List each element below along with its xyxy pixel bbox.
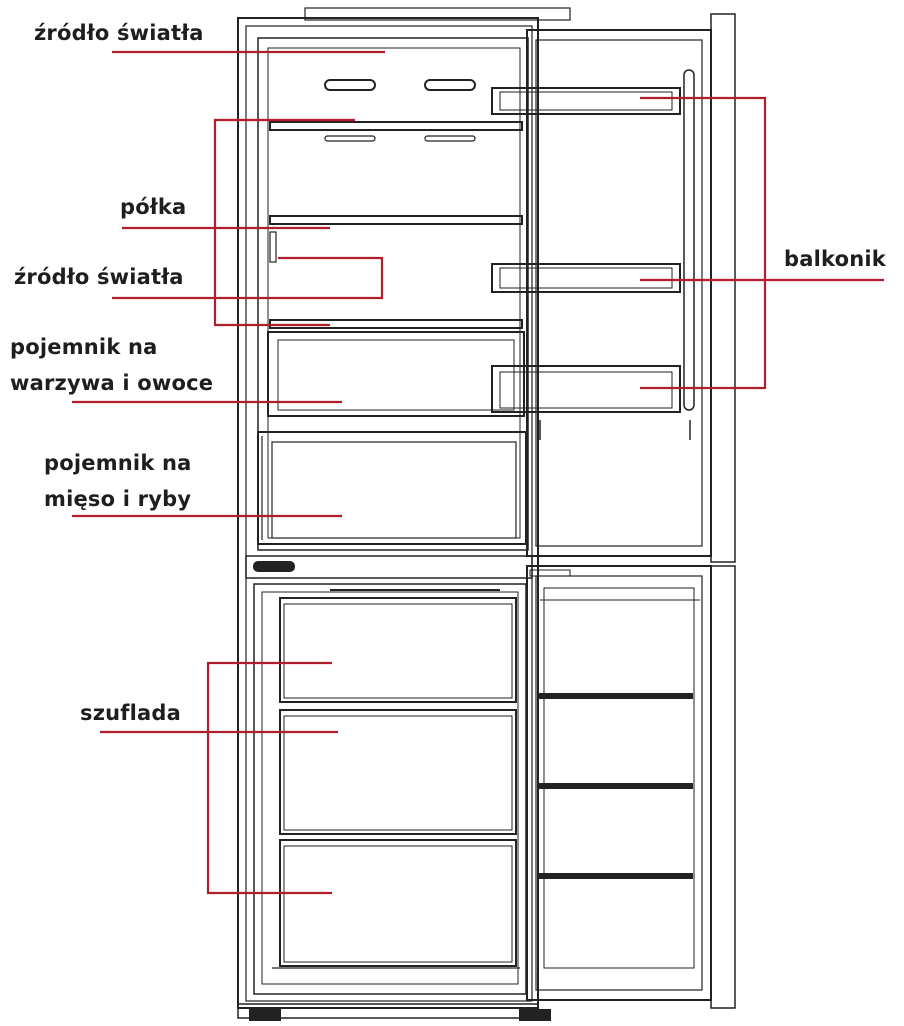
label-veg-bin-line2: warzywa i owoce	[10, 371, 214, 395]
drawer-1	[280, 598, 516, 702]
shelf-2	[270, 216, 522, 224]
label-balcony: balkonik	[784, 247, 886, 271]
shelf-1	[270, 122, 522, 130]
label-drawer: szuflada	[80, 701, 181, 725]
cabinet-inner-outline	[246, 26, 532, 1001]
leader-shelf-bracket	[215, 120, 355, 325]
light-slot	[425, 136, 475, 141]
label-meat-bin-line2: mięso i ryby	[44, 487, 192, 511]
freezer-door-shelf	[540, 874, 692, 878]
label-light-source-top: źródło światła	[34, 21, 204, 45]
veg-crisper	[268, 332, 524, 416]
label-meat-bin-line1: pojemnik na	[44, 451, 192, 475]
drawer-3	[280, 840, 516, 966]
label-veg-bin-line1: pojemnik na	[10, 335, 158, 359]
freezer-door-shelf	[540, 694, 692, 698]
light-slot	[325, 136, 375, 141]
leader-lines	[72, 52, 884, 893]
meat-bin	[258, 432, 526, 544]
light-slot	[425, 80, 475, 90]
side-light	[270, 232, 276, 262]
freezer-door-shelf	[540, 784, 692, 788]
label-shelf: półka	[120, 195, 187, 219]
light-slot	[325, 80, 375, 90]
drawer-2	[280, 710, 516, 834]
freezer-compartment	[254, 584, 526, 994]
label-light-source-mid: źródło światła	[14, 265, 184, 289]
fridge-compartment	[258, 38, 528, 550]
cabinet-outline	[238, 18, 538, 1008]
cabinet-base	[238, 1004, 538, 1018]
